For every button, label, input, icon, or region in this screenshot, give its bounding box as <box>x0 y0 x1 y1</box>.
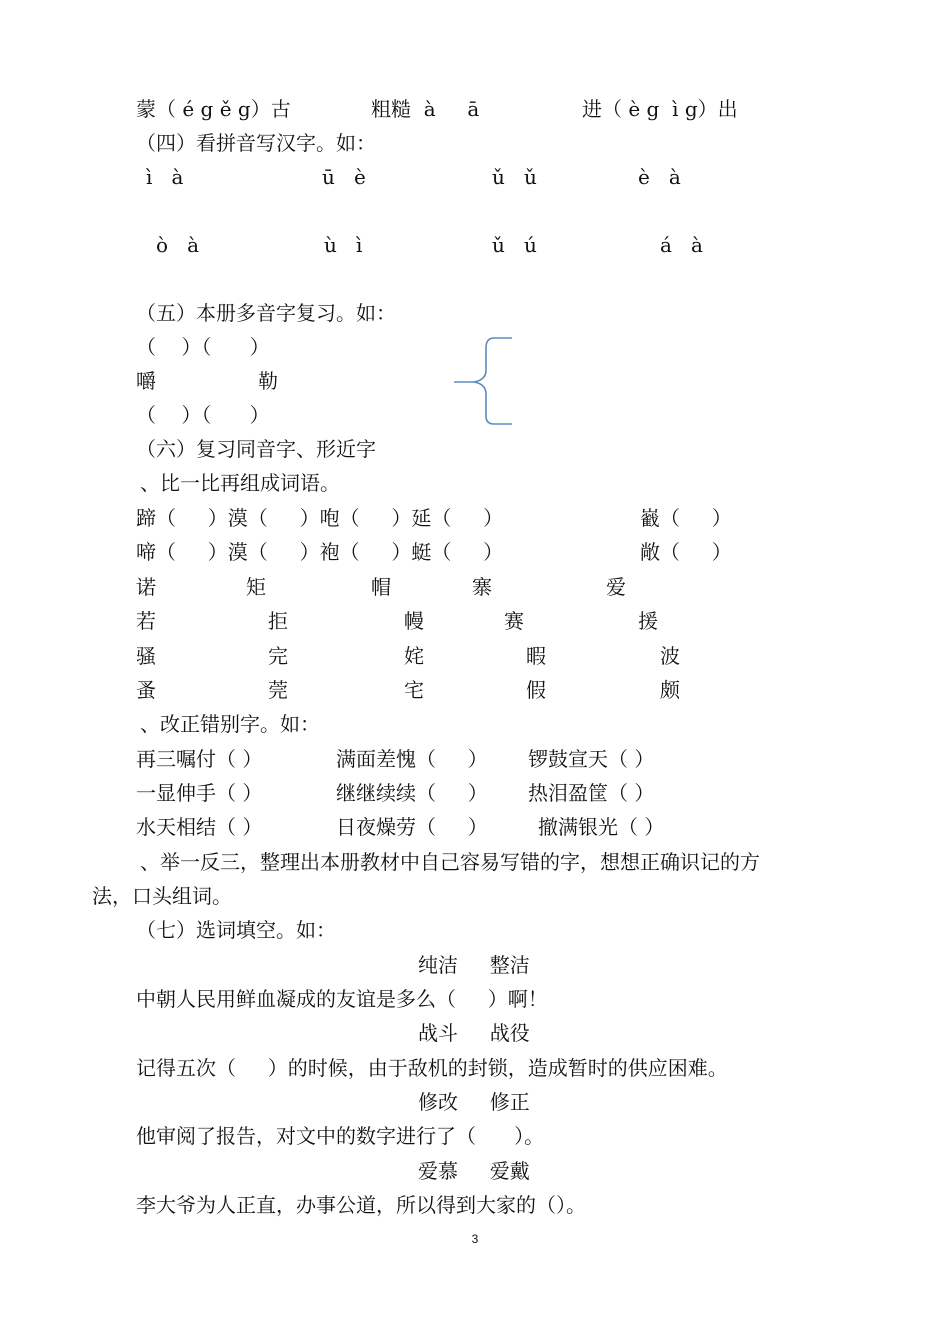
word-choices: 纯洁 整洁 <box>418 953 530 977</box>
char-cell: 蚤 <box>136 678 156 702</box>
pinyin-cell: ū è <box>322 165 366 189</box>
section-4-heading: （四）看拼音写汉字。如： <box>136 131 376 155</box>
pinyin-cell: ù ì <box>324 233 363 257</box>
char-cell: 帽 <box>371 575 391 599</box>
char-cell: 矩 <box>246 575 266 599</box>
pinyin-cell: è à <box>638 165 681 189</box>
section-5-heading: （五）本册多音字复习。如： <box>136 301 396 325</box>
typo-item: 撤满银光（ ） <box>538 815 665 839</box>
page-number: 3 <box>471 1232 479 1246</box>
pinyin-cell: ì à <box>146 165 184 189</box>
typo-item: 一显伸手（ ） <box>136 781 263 805</box>
char-cell: 拒 <box>268 609 288 633</box>
char-cell: 幔 <box>404 609 424 633</box>
char-cell: 爱 <box>606 575 626 599</box>
subsection-fix-typos: 、改正错别字。如： <box>140 712 320 736</box>
fill-sentence: 记得五次（ ）的时候，由于敌机的封锁，造成暂时的供应困难。 <box>136 1056 728 1080</box>
compare-row: 蹄（ ）漠（ ）咆（ ）延（ ） <box>136 506 504 530</box>
subsection-compare: 、比一比再组成词语。 <box>140 471 340 495</box>
char-cell: 莞 <box>268 678 288 702</box>
char-cell: 骚 <box>136 644 156 668</box>
char-cell: 姹 <box>404 644 424 668</box>
typo-item: 日夜燥劳（ ） <box>336 815 488 839</box>
char-cell: 赛 <box>504 609 524 633</box>
pinyin-cell: á à <box>660 233 703 257</box>
pinyin-cell: ò à <box>156 233 200 257</box>
polyphone-blank-bottom: （ ）（ ） <box>136 403 270 427</box>
polyphone-blank-top: （ ）（ ） <box>136 335 270 359</box>
typo-item: 热泪盈筐（ ） <box>528 781 655 805</box>
char-cell: 波 <box>660 644 680 668</box>
fill-sentence: 他审阅了报告，对文中的数字进行了（ ）。 <box>136 1124 545 1148</box>
pinyin-cell: ǔ ú <box>492 233 537 257</box>
pinyin-item-menggu: 蒙（ é g ě g）古 <box>136 97 291 121</box>
pinyin-item-jinchu: 进（ è g ì g）出 <box>582 97 738 121</box>
word-choices: 战斗 战役 <box>418 1021 530 1045</box>
char-cell: 诺 <box>136 575 156 599</box>
char-cell: 宅 <box>404 678 424 702</box>
typo-item: 锣鼓宣天（ ） <box>528 747 655 771</box>
word-choices: 爱慕 爱戴 <box>418 1159 530 1183</box>
subsection-review-line1: 、举一反三，整理出本册教材中自己容易写错的字，想想正确识记的方 <box>140 850 760 874</box>
typo-item: 继继续续（ ） <box>336 781 488 805</box>
fill-sentence: 中朝人民用鲜血凝成的友谊是多么（ ）啊！ <box>136 987 548 1011</box>
char-cell: 援 <box>638 609 658 633</box>
polyphone-char-le: 勒 <box>258 369 278 393</box>
char-cell: 完 <box>268 644 288 668</box>
polyphone-char-jue: 嚼 <box>136 369 156 393</box>
char-cell: 寨 <box>472 575 492 599</box>
pinyin-cell: ǔ ǔ <box>492 165 537 189</box>
section-6-heading: （六）复习同音字、形近字 <box>136 437 376 461</box>
char-cell: 若 <box>136 609 156 633</box>
word-choices: 修改 修正 <box>418 1090 530 1114</box>
compare-row-end: 敞（ ） <box>640 540 732 564</box>
typo-item: 满面差愧（ ） <box>336 747 488 771</box>
typo-item: 再三嘱付（ ） <box>136 747 263 771</box>
fill-sentence: 李大爷为人正直，办事公道，所以得到大家的（）。 <box>136 1193 586 1217</box>
char-cell: 颇 <box>660 678 680 702</box>
pinyin-item-cucao: 粗糙 à ā <box>371 97 480 121</box>
subsection-review-line2: 法，口头组词。 <box>92 884 232 908</box>
brace-icon <box>452 336 514 426</box>
typo-item: 水天相结（ ） <box>136 815 263 839</box>
compare-row-end: 巀（ ） <box>640 506 732 530</box>
char-cell: 假 <box>526 678 546 702</box>
compare-row: 啼（ ）漠（ ）袍（ ）蜓（ ） <box>136 540 504 564</box>
char-cell: 暇 <box>526 644 546 668</box>
section-7-heading: （七）选词填空。如： <box>136 918 336 942</box>
